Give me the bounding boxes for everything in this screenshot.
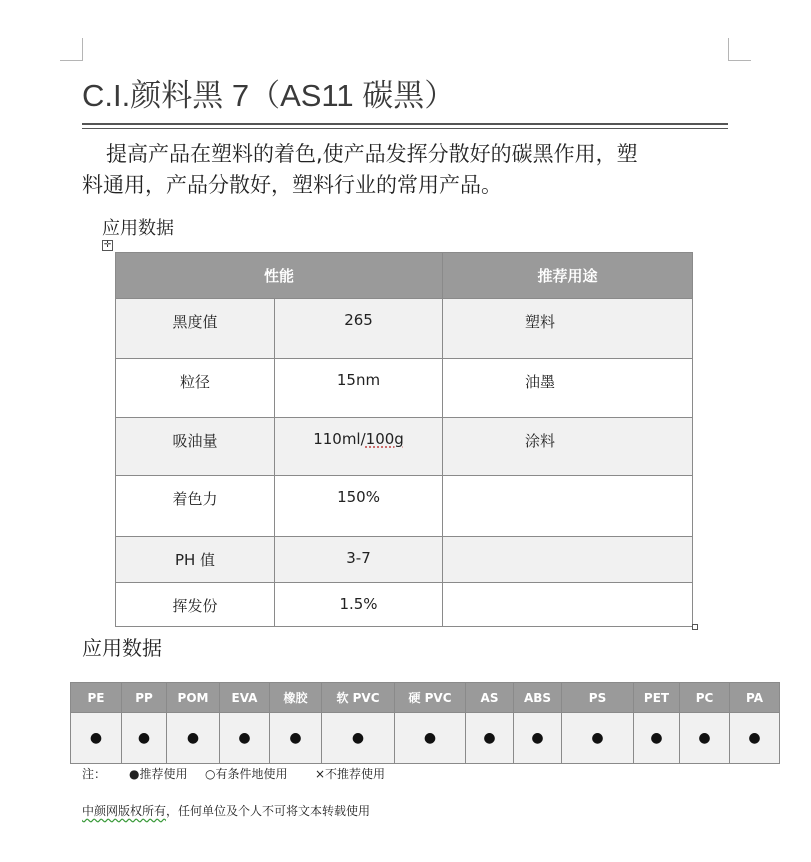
header-eva: EVA xyxy=(220,683,270,713)
header-pom: POM xyxy=(167,683,220,713)
recommended-use[interactable] xyxy=(443,537,693,583)
header-pa: PA xyxy=(730,683,780,713)
note-recommended: ●推荐使用 xyxy=(129,767,188,781)
recommended-use[interactable] xyxy=(443,583,693,627)
header-ps: PS xyxy=(562,683,634,713)
value-hard-pvc[interactable]: ● xyxy=(395,713,466,764)
value-pet[interactable]: ● xyxy=(634,713,680,764)
value-ps[interactable]: ● xyxy=(562,713,634,764)
note-not-recommended: ×不推荐使用 xyxy=(315,767,386,781)
property-name[interactable]: 挥发份 xyxy=(116,583,275,627)
table-row xyxy=(116,583,693,627)
section-title-applications: 应用数据 xyxy=(82,636,162,660)
value-pc[interactable]: ● xyxy=(680,713,730,764)
table-row xyxy=(116,299,693,359)
copyright-notice xyxy=(82,802,370,819)
applications-value-row xyxy=(71,713,780,764)
applications-header-row xyxy=(71,683,780,713)
value-part-b: 100g xyxy=(365,430,404,448)
recommended-use[interactable]: 油墨 xyxy=(443,359,693,418)
property-value[interactable]: 1.5% xyxy=(275,583,443,627)
value-as[interactable]: ● xyxy=(466,713,514,764)
copyright-owner: 中颜网版权所有 xyxy=(82,804,167,818)
property-value[interactable]: 15nm xyxy=(275,359,443,418)
value-pe[interactable]: ● xyxy=(71,713,122,764)
header-as: AS xyxy=(466,683,514,713)
note-conditional: ○有条件地使用 xyxy=(205,767,288,781)
value-pa[interactable]: ● xyxy=(730,713,780,764)
header-pp: PP xyxy=(122,683,167,713)
header-pe: PE xyxy=(71,683,122,713)
header-hard-pvc: 硬 PVC xyxy=(395,683,466,713)
crop-mark-top-right xyxy=(728,38,751,61)
property-name[interactable]: 着色力 xyxy=(116,476,275,537)
property-name[interactable]: 粒径 xyxy=(116,359,275,418)
header-soft-pvc: 软 PVC xyxy=(322,683,395,713)
copyright-text: ，任何单位及个人不可将文本转载使用 xyxy=(166,804,371,818)
properties-header-row xyxy=(116,253,693,299)
header-recommended-use: 推荐用途 xyxy=(443,253,693,299)
table-row xyxy=(116,359,693,418)
table-resize-handle[interactable] xyxy=(692,624,698,630)
intro-paragraph xyxy=(82,139,727,201)
table-move-handle-icon[interactable]: ✛ xyxy=(103,240,112,250)
value-soft-pvc[interactable]: ● xyxy=(322,713,395,764)
property-value[interactable]: 3-7 xyxy=(275,537,443,583)
value-pp[interactable]: ● xyxy=(122,713,167,764)
table-row xyxy=(116,476,693,537)
title-rule-thick xyxy=(82,123,728,125)
recommended-use[interactable]: 塑料 xyxy=(443,299,693,359)
value-eva[interactable]: ● xyxy=(220,713,270,764)
recommended-use[interactable]: 涂料 xyxy=(443,418,693,476)
value-pom[interactable]: ● xyxy=(167,713,220,764)
value-part-a: 110ml/ xyxy=(313,430,366,448)
property-name[interactable]: PH 值 xyxy=(116,537,275,583)
property-value[interactable] xyxy=(275,418,443,476)
header-pc: PC xyxy=(680,683,730,713)
note-label: 注： xyxy=(82,767,107,781)
header-performance: 性能 xyxy=(116,253,443,299)
applications-table xyxy=(70,682,780,764)
table-row xyxy=(116,418,693,476)
intro-line-1: 提高产品在塑料的着色,使产品发挥分散好的碳黑作用，塑 xyxy=(106,142,638,166)
properties-table xyxy=(115,252,693,627)
section-title-properties: 应用数据 xyxy=(102,218,174,239)
table-row xyxy=(116,537,693,583)
header-pet: PET xyxy=(634,683,680,713)
value-rubber[interactable]: ● xyxy=(270,713,322,764)
header-rubber: 橡胶 xyxy=(270,683,322,713)
recommended-use[interactable] xyxy=(443,476,693,537)
header-abs: ABS xyxy=(514,683,562,713)
crop-mark-top-left xyxy=(60,38,83,61)
intro-line-2: 料通用，产品分散好，塑料行业的常用产品。 xyxy=(82,173,502,197)
property-name[interactable]: 黑度值 xyxy=(116,299,275,359)
document-title: C.I.颜料黑 7（AS11 碳黑） xyxy=(82,78,456,113)
legend-note xyxy=(82,765,385,782)
value-abs[interactable]: ● xyxy=(514,713,562,764)
property-value[interactable]: 265 xyxy=(275,299,443,359)
property-name[interactable]: 吸油量 xyxy=(116,418,275,476)
title-rule-thin xyxy=(82,128,728,129)
property-value[interactable]: 150% xyxy=(275,476,443,537)
